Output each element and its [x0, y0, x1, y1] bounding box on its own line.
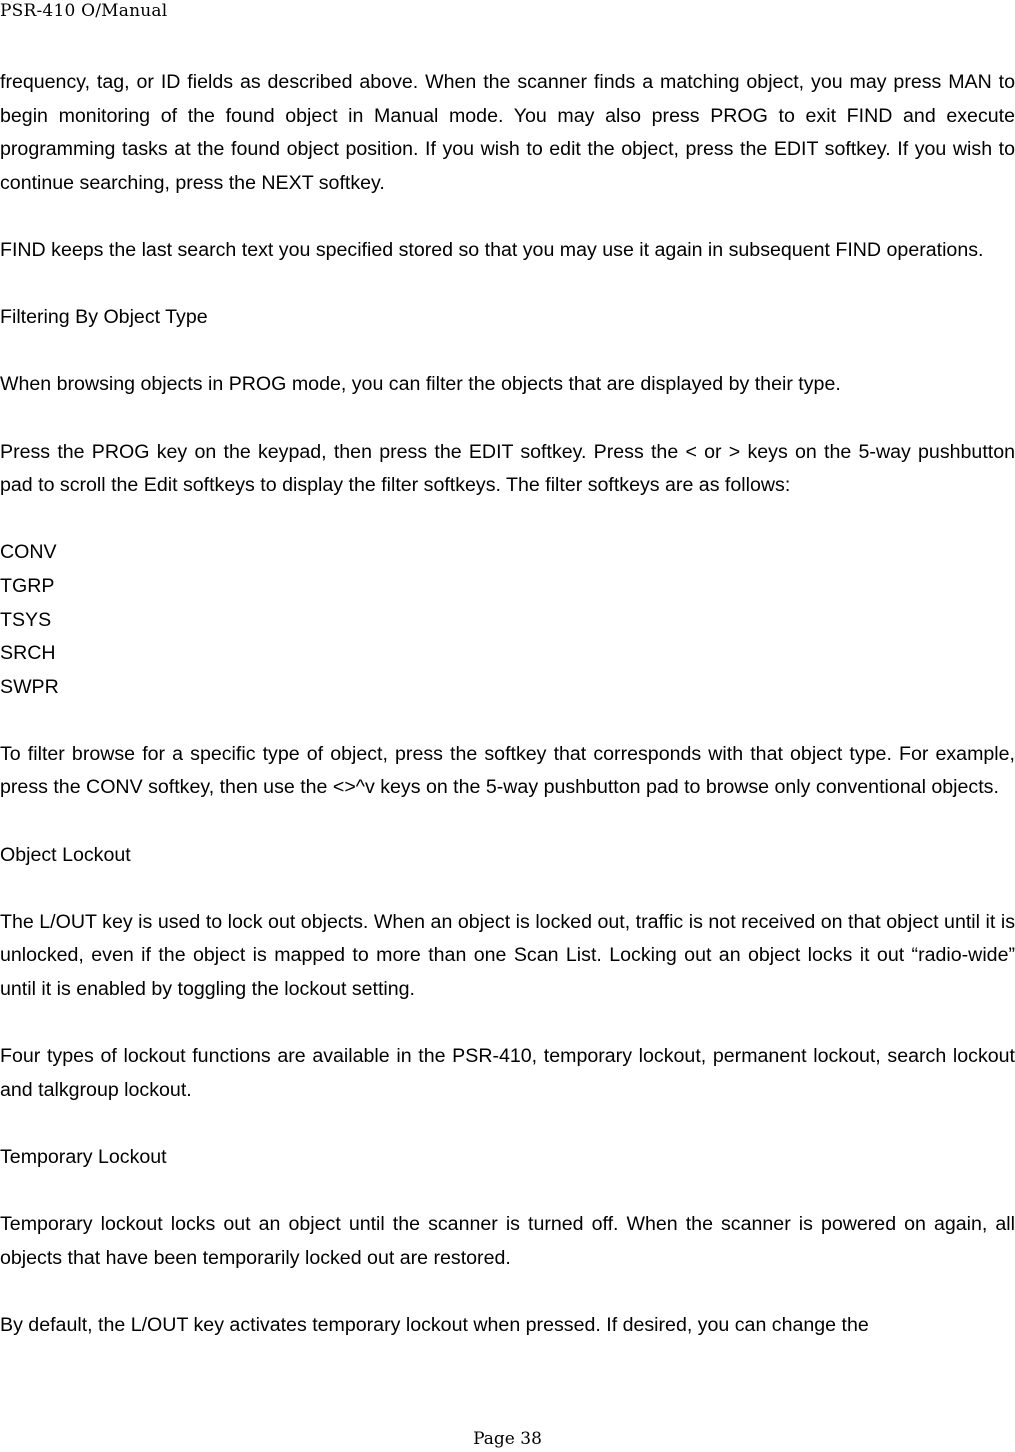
softkey-list: [0, 536, 1015, 704]
paragraph-temporary-lockout: Temporary lockout locks out an object until the scanner is turned off. When the scanner is powered on again, all objects that have been temporarily locked out are restored.: [0, 1213, 1015, 1269]
softkey-conv: CONV: [0, 541, 57, 564]
page-number: Page 38: [473, 1429, 542, 1449]
paragraph-lockout-key: The L/OUT key is used to lock out objects. When an object is locked out, traffic is not received on that object until it is unlocked, even if the object is mapped to more than one Scan List. Locking out an object locks it out “radio-wide” until it is enabled by toggling the lockout setting.: [0, 910, 1015, 1001]
paragraph-lockout-types: Four types of lockout functions are available in the PSR-410, temporary lockout, permanent lockout, search lockout and talkgroup lockout.: [0, 1045, 1015, 1101]
section-heading-temporary-lockout: Temporary Lockout: [0, 1146, 167, 1168]
page-header-title: PSR-410 O/Manual: [0, 1, 168, 21]
paragraph-default-lockout: By default, the L/OUT key activates temporary lockout when pressed. If desired, you can change the: [0, 1313, 869, 1336]
paragraph-browse-filter: When browsing objects in PROG mode, you can filter the objects that are displayed by their type.: [0, 373, 841, 396]
softkey-tsys: TSYS: [0, 608, 52, 631]
softkey-swpr: SWPR: [0, 675, 59, 698]
paragraph-find-results: frequency, tag, or ID fields as described above. When the scanner finds a matching object, you may press MAN to begin monitoring of the found object in Manual mode. You may also press PROG to exit FIND and execute programming tasks at the found object position. If you wish to edit the object, press the EDIT softkey. If you wish to continue searching, press the NEXT softkey.: [0, 71, 1015, 194]
paragraph-filter-instructions: Press the PROG key on the keypad, then press the EDIT softkey. Press the < or > keys on the 5-way pushbutton pad to scroll the Edit softkeys to display the filter softkeys. The filter softkeys are as follows:: [0, 440, 1015, 497]
softkey-tgrp: TGRP: [0, 574, 55, 597]
paragraph-find-memory: FIND keeps the last search text you specified stored so that you may use it again in subsequent FIND operations.: [0, 238, 984, 261]
section-heading-filtering: Filtering By Object Type: [0, 306, 208, 329]
section-heading-object-lockout: Object Lockout: [0, 843, 131, 866]
document-body: [0, 66, 1015, 1376]
paragraph-filter-example: To filter browse for a specific type of object, press the softkey that corresponds with that object type. For example, press the CONV softkey, then use the <>^v keys on the 5-way pushbutton pad to browse only conventional objects.: [0, 742, 1015, 799]
softkey-srch: SRCH: [0, 642, 56, 665]
